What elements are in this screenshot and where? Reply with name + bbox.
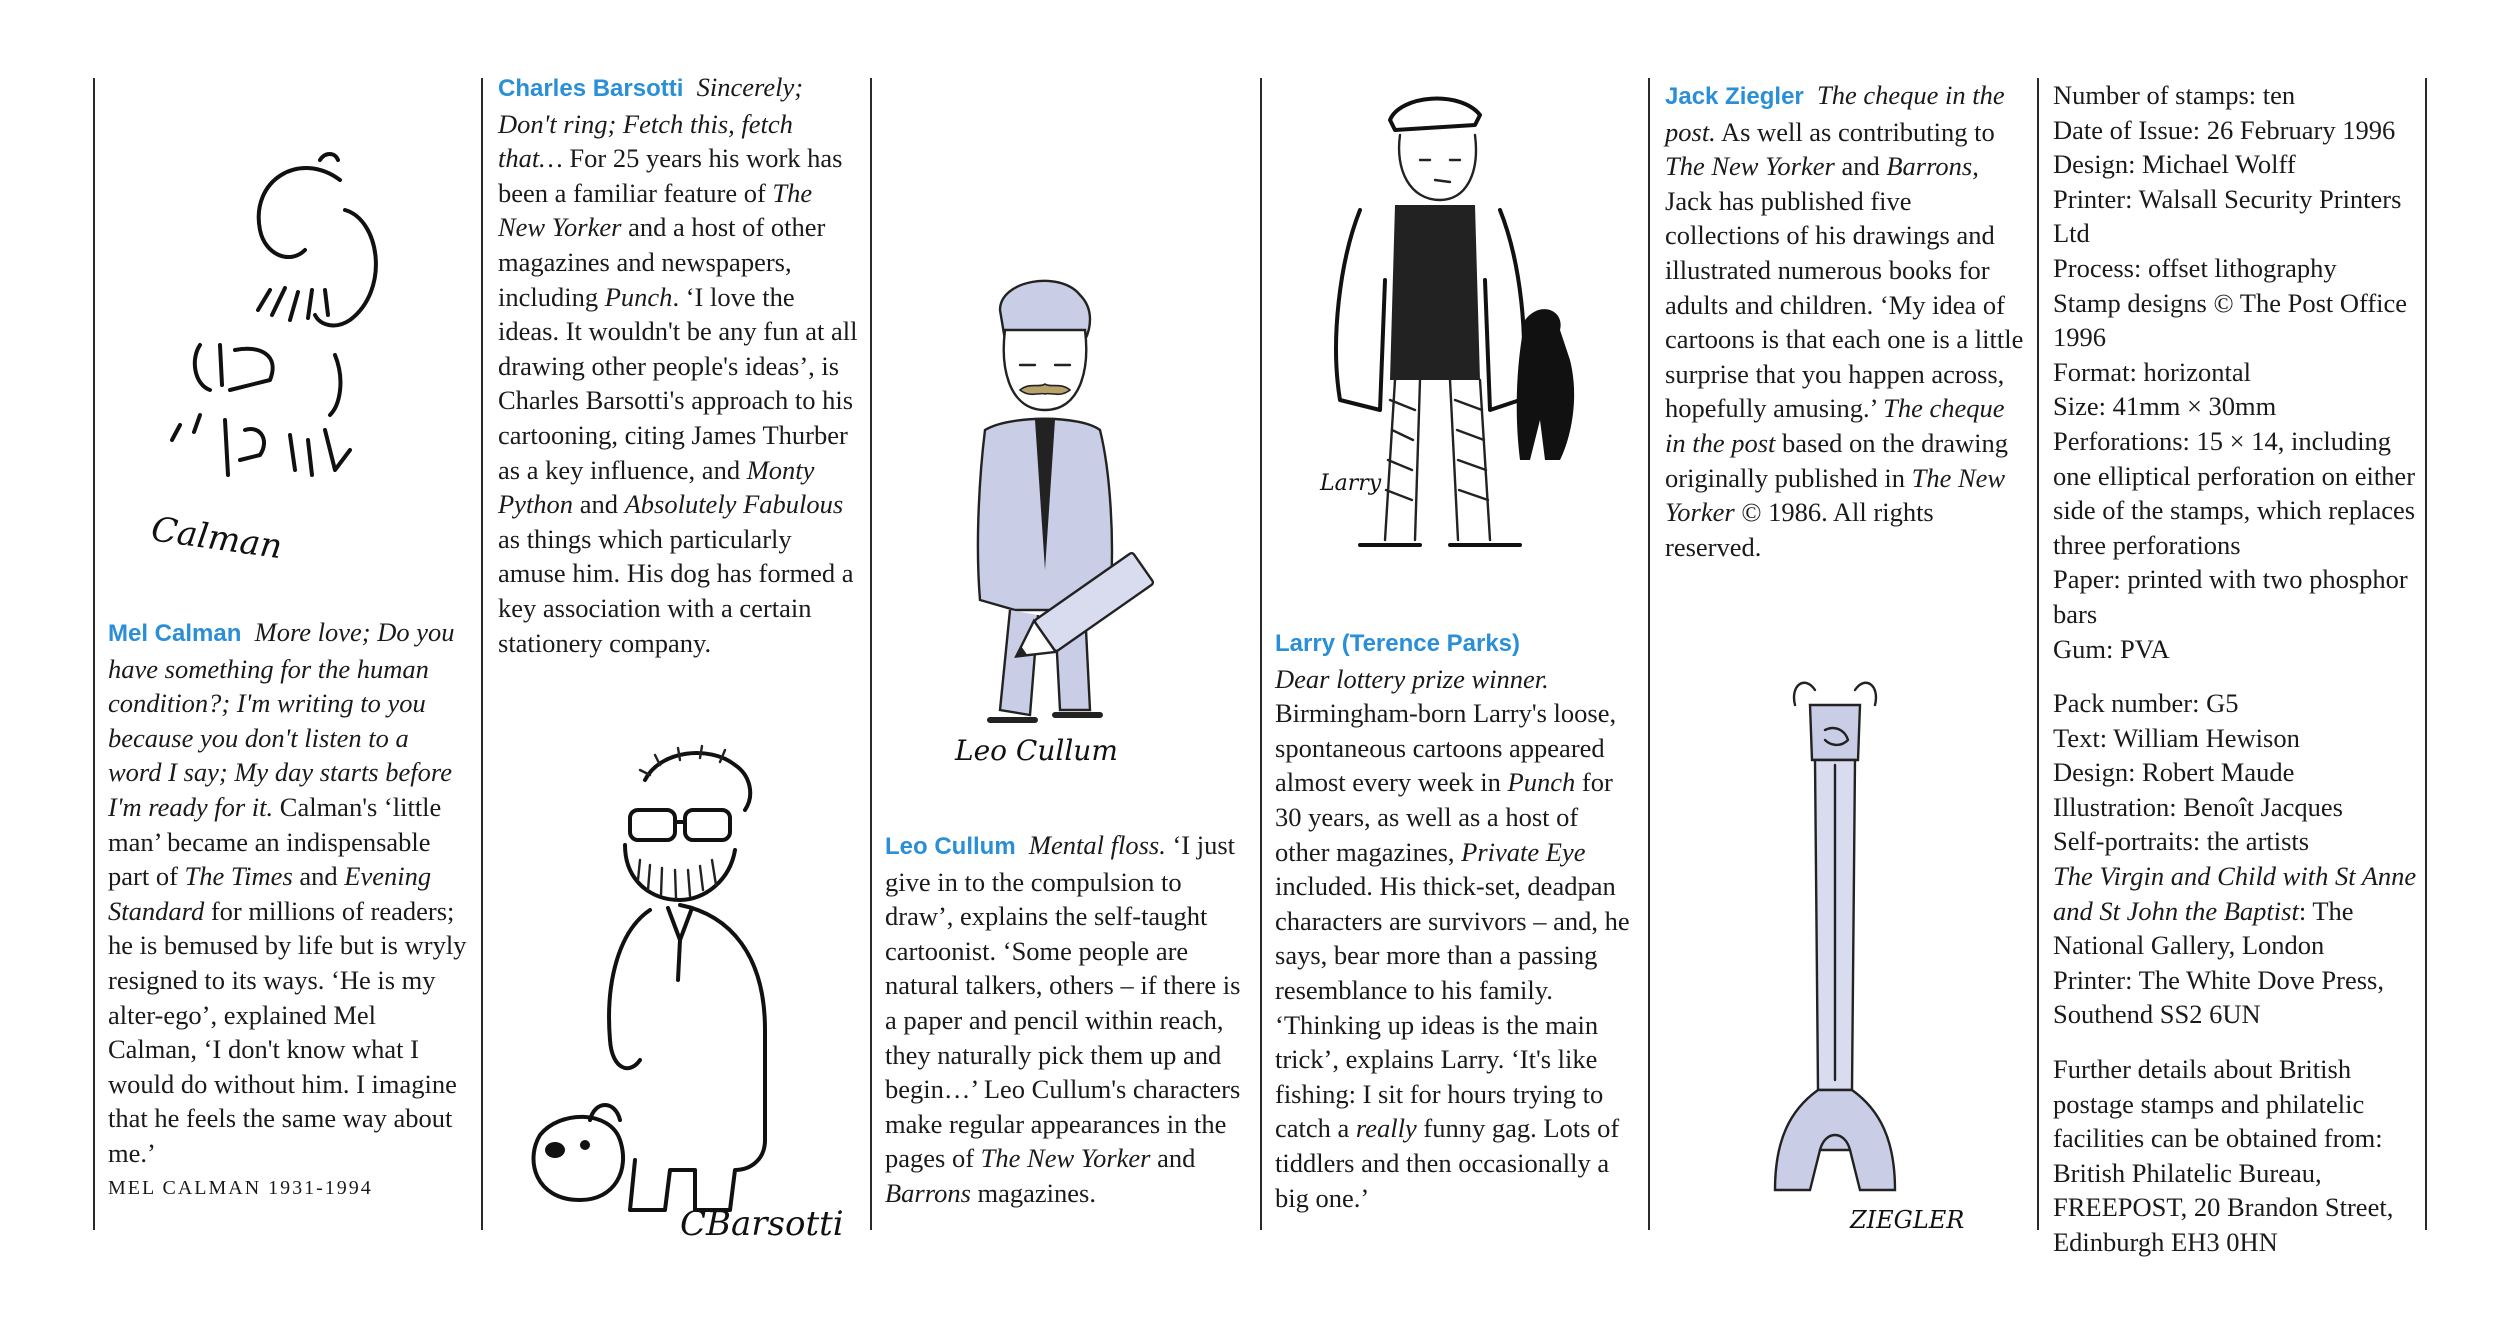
cartoon-title: The cheque in the post — [1665, 393, 2005, 458]
column-rule-3 — [870, 78, 872, 1230]
publication-title: The Times — [184, 861, 293, 892]
ziegler-text — [1665, 78, 2025, 564]
calman-self-portrait — [130, 140, 420, 568]
larry-signature: Larry — [1320, 471, 1382, 496]
publication-title: Barrons — [885, 1177, 971, 1208]
cartoon-titles: More love; Do you have something for the human condition?; I'm writing to you because you don't listen to a word I say; My day starts before I'm ready for it. — [108, 617, 455, 822]
painting-title: The Virgin and Child with St Anne and St John the Baptist — [2053, 861, 2417, 926]
artist-name: Jack Ziegler — [1665, 83, 1804, 110]
cartoon-titles: Sincerely; Don't ring; Fetch this, fetch that… — [498, 72, 804, 174]
publication-title: The New Yorker — [1665, 462, 2006, 528]
mel-calman-text — [108, 615, 468, 1205]
cullum-signature: Leo Cullum — [955, 734, 1118, 767]
column-rule-7 — [2425, 78, 2427, 1230]
spec-line: Date of Issue: 26 February 1996 — [2053, 114, 2396, 145]
publication-title: Absolutely Fabulous — [624, 489, 844, 520]
ziegler-self-portrait — [1680, 670, 2000, 1240]
bio-text: As well as contributing to — [1715, 116, 1995, 147]
bio-text: based on the drawing originally published in — [1665, 427, 2008, 493]
artist-name: Leo Cullum — [885, 833, 1016, 860]
artist-name: Mel Calman — [108, 620, 242, 647]
spec-line: Printer: The White Dove Press, Southend SS2 6UN — [2053, 964, 2384, 1030]
bio-text: included. His thick-set, deadpan characters are survivors – and, he says, bear more than a passing resemblance to his family. ‘Thinking up ideas is the main trick’, explains Larry. ‘It's like fishing: I sit for hours trying to catch a — [1275, 871, 1630, 1144]
barsotti-self-portrait — [520, 740, 850, 1244]
spec-line: Stamp designs © The Post Office 1996 — [2053, 287, 2408, 353]
spec-block-issue — [2053, 78, 2423, 666]
larry-text — [1275, 625, 1635, 1215]
spec-block-pack — [2053, 686, 2423, 1032]
artist-name: Charles Barsotti — [498, 75, 684, 102]
emphasis: really — [1355, 1113, 1417, 1144]
cullum-text — [885, 828, 1245, 1211]
column-rule-1 — [93, 78, 95, 1230]
spec-line: Number of stamps: ten — [2053, 80, 2296, 110]
calman-signature: Calman — [148, 509, 285, 568]
column-rule-6 — [2037, 78, 2039, 1230]
spec-line: Printer: Walsall Security Printers Ltd — [2053, 183, 2402, 249]
bio-text: For 25 years his work has been a familiar feature of — [498, 143, 843, 208]
bio-text: for 30 years, as well as a host of other magazines, — [1275, 767, 1613, 867]
larry-self-portrait — [1300, 80, 1620, 570]
publication-title: Barrons — [1886, 151, 1973, 182]
bio-text: funny gag. Lots of tiddlers and then occasionally a big one.’ — [1275, 1113, 1620, 1213]
bio-text: Birmingham-born Larry's loose, spontaneous cartoons appeared almost every week in — [1275, 698, 1617, 798]
bio-text: magazines. — [970, 1177, 1096, 1208]
column-rule-5 — [1648, 78, 1650, 1230]
cullum-self-portrait — [920, 270, 1220, 770]
bio-text: . ‘I love the ideas. It wouldn't be any fun at all drawing other people's ideas’, is Charles Barsotti's approach to his cartooning, citing James Thurber as a key influence, and — [498, 281, 858, 485]
spec-line: Paper: printed with two phosphor bars — [2053, 564, 2408, 629]
cartoon-titles: Dear lottery prize winner. — [1275, 663, 1549, 694]
spec-line: Process: offset lithography — [2053, 252, 2337, 283]
barsotti-signature: CBarsotti — [680, 1204, 844, 1244]
spec-block-contact: Further details about British postage stamps and philatelic facilities can be obtained from: British Philatelic Bureau, FREEPOST, 20 Brandon Street, Edinburgh EH3 0HN — [2053, 1054, 2394, 1257]
spec-line: Perforations: 15 × 14, including one elliptical perforation on either side of the stamps, which replaces three perforations — [2053, 425, 2416, 560]
spec-line: Format: horizontal — [2053, 356, 2251, 387]
spec-line: Illustration: Benoît Jacques — [2053, 791, 2343, 822]
artist-name: Larry (Terence Parks) — [1275, 630, 1521, 657]
bio-text: and — [1834, 151, 1887, 182]
spec-line: Pack number: G5 — [2053, 688, 2239, 719]
bio-text: , Jack has published five collections of his drawings and illustrated numerous books for adults and children. ‘My idea of cartoons is that each one is a little surprise that you happen across, hopefully amusing.’ — [1665, 151, 2024, 424]
mel-calman-bio — [108, 615, 468, 1171]
publication-title: Punch — [1507, 767, 1576, 798]
spec-line: Gum: PVA — [2053, 633, 2170, 664]
column-rule-4 — [1260, 78, 1262, 1230]
bio-text: Calman's ‘little man’ became an indispensable part of — [108, 791, 442, 892]
publication-title: Monty Python — [498, 454, 815, 520]
bio-text: and a host of other magazines and newspapers, including — [498, 212, 826, 312]
publication-title: The New Yorker — [498, 177, 813, 243]
bio-text: and — [573, 489, 625, 520]
painting-credit: : The National Gallery, London — [2053, 895, 2354, 961]
stamp-specifications — [2053, 78, 2423, 1260]
spec-line: Design: Robert Maude — [2053, 757, 2295, 788]
ziegler-signature: ZIEGLER — [1850, 1206, 1965, 1234]
bio-text: for millions of readers; he is bemused by life but is wryly resigned to its ways. ‘He is my alter-ego’, explained Mel Calman, ‘I don't know what I would do without him. I imagine that he feels the same way about me.’ — [108, 895, 467, 1168]
spec-line: Design: Michael Wolff — [2053, 149, 2296, 180]
mel-calman-footer: MEL CALMAN 1931-1994 — [108, 1176, 373, 1199]
bio-text: © 1986. All rights reserved. — [1665, 497, 1934, 562]
spec-line: Size: 41mm × 30mm — [2053, 391, 2277, 422]
cartoon-titles: Mental floss. — [1028, 830, 1166, 860]
publication-title: Punch — [604, 281, 673, 312]
bio-text: and — [292, 861, 345, 892]
publication-title: The New Yorker — [1665, 151, 1835, 182]
spec-line — [2053, 859, 2423, 963]
bio-text: and — [1150, 1143, 1196, 1174]
bio-text: ‘I just give in to the compulsion to draw’, explains the self-taught cartoonist. ‘Some people are natural talkers, others – if there is a paper and pencil within reach, they naturally pick them up and begin…’ Leo Cullum's characters make regular appearances in the pages of — [885, 830, 1241, 1174]
publication-title: Evening Standard — [108, 861, 432, 926]
spec-line: Self-portraits: the artists — [2053, 826, 2310, 857]
bio-text: as things which particularly amuse him. His dog has formed a key association with a certain stationery company. — [498, 523, 854, 658]
column-rule-2 — [481, 78, 483, 1230]
barsotti-text — [498, 70, 858, 660]
publication-title: Private Eye — [1461, 836, 1586, 867]
spec-line: Text: William Hewison — [2053, 722, 2300, 753]
publication-title: The New Yorker — [980, 1143, 1151, 1174]
cartoon-titles: The cheque in the post. — [1665, 80, 2005, 147]
